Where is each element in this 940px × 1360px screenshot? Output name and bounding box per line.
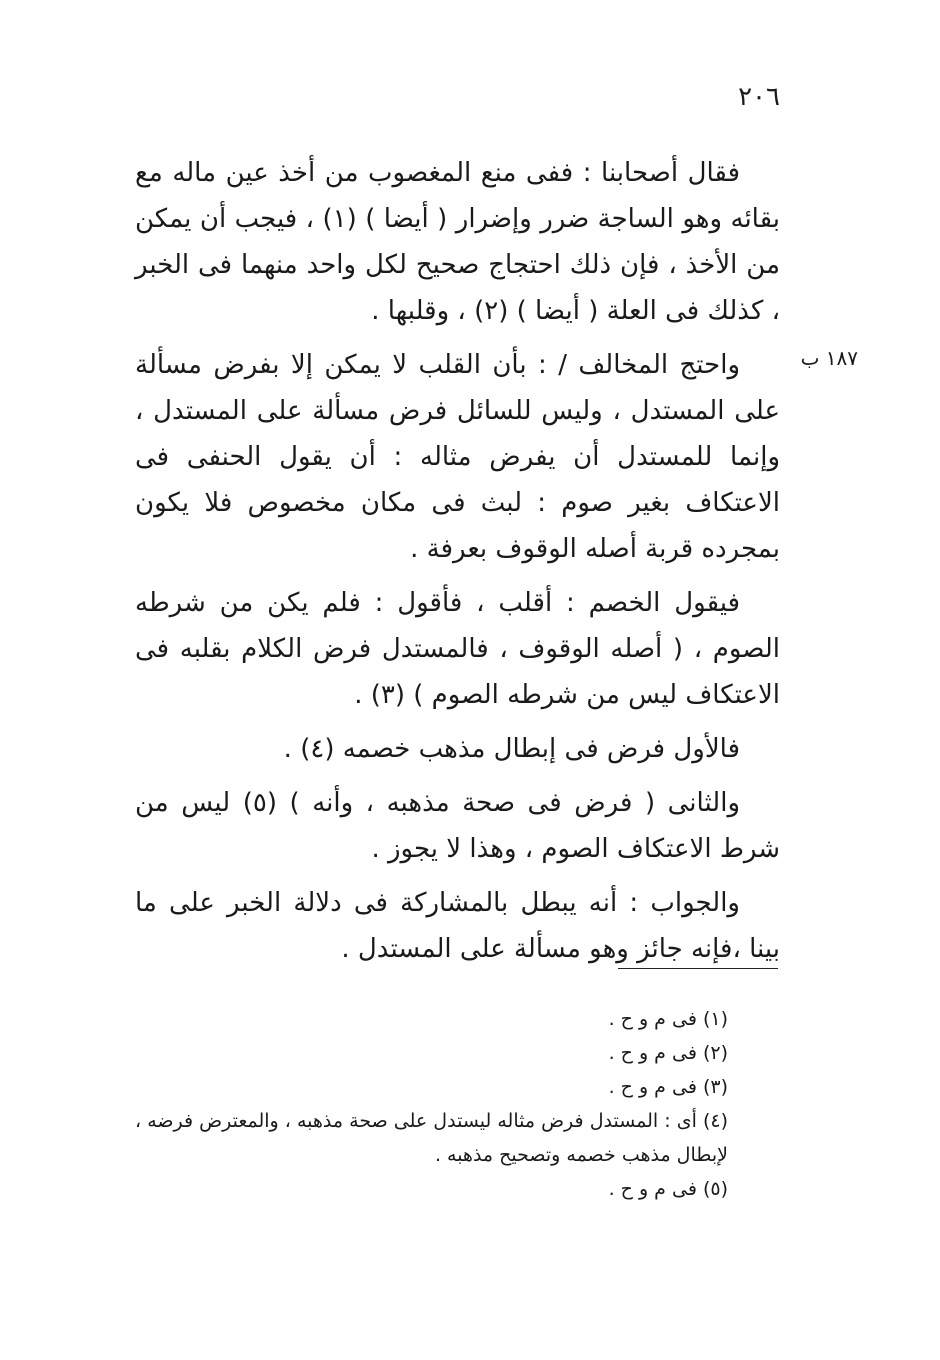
page-number: ٢٠٦ — [738, 82, 780, 112]
main-text — [135, 150, 780, 980]
paragraph: والثانى ( فرض فى صحة مذهبه ، وأنه ) (٥) ليس من شرط الاعتكاف الصوم ، وهذا لا يجوز . — [135, 788, 780, 864]
footnote: (٥) فى م و ح . — [608, 1178, 728, 1200]
paragraph: فيقول الخصم : أقلب ، فأقول : فلم يكن من شرطه الصوم ، ( أصله الوقوف ، فالمستدل فرض الكلام بقلبه فى الاعتكاف ليس من شرطه الصوم ) (٣) . — [135, 588, 780, 710]
paragraph: والجواب : أنه يبطل بالمشاركة فى دلالة الخبر على ما بينا ،فإنه جائز وهو مسألة على المستدل . — [135, 888, 780, 964]
paragraph: واحتج المخالف / : بأن القلب لا يمكن إلا بفرض مسألة على المستدل ، وليس للسائل فرض مسألة على المستدل ، وإنما للمستدل أن يفرض مثاله : أن يقول الحنفى فى الاعتكاف بغير صوم : لبث فى مكان مخصوص فلا يكون بمجرده قربة أصله الوقوف بعرفة . — [135, 350, 780, 564]
footnote: (١) فى م و ح . — [608, 1008, 728, 1030]
footnote-separator — [618, 968, 778, 969]
margin-folio-note: ١٨٧ ب — [800, 346, 858, 370]
footnotes — [135, 1002, 780, 1206]
footnote: (٣) فى م و ح . — [608, 1076, 728, 1098]
paragraph: فالأول فرض فى إبطال مذهب خصمه (٤) . — [283, 734, 740, 764]
footnote: (٤) أى : المستدل فرض مثاله ليستدل على صحة مذهبه ، والمعترض فرضه ، لإبطال مذهب خصمه وتصحيح مذهبه . — [135, 1110, 728, 1166]
paragraph: فقال أصحابنا : ففى منع المغصوب من أخذ عين ماله مع بقائه وهو الساجة ضرر وإضرار ( أيضا ) (١) ، فيجب أن يمكن من الأخذ ، فإن ذلك احتجاج صحيح لكل واحد منهما فى الخبر ، كذلك فى العلة ( أيضا ) (٢) ، وقلبها . — [135, 158, 780, 326]
footnote: (٢) فى م و ح . — [608, 1042, 728, 1064]
